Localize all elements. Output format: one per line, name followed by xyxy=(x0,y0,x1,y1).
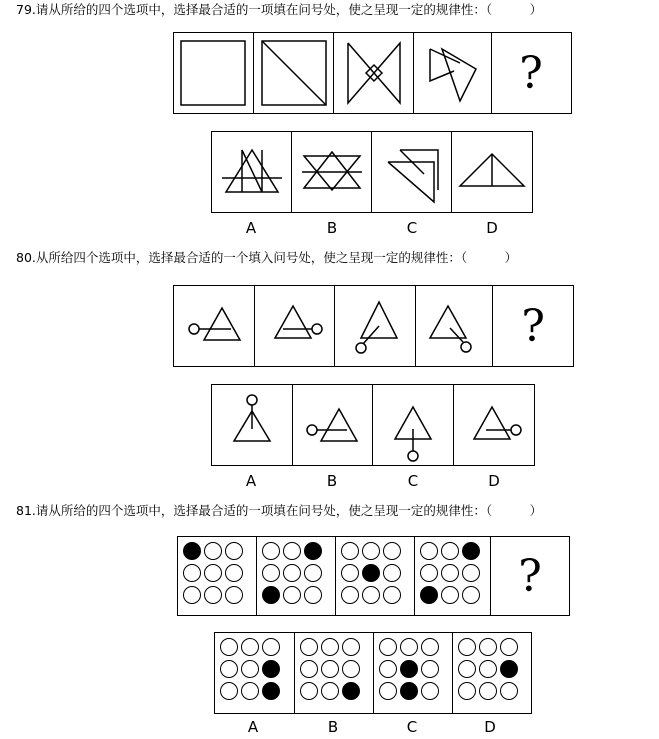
empty-circle-icon xyxy=(441,586,459,604)
q80-options xyxy=(211,384,535,466)
empty-circle-icon xyxy=(400,638,418,656)
q80-figure-1 xyxy=(174,286,255,366)
empty-circle-icon xyxy=(421,660,439,678)
q81-figure-2 xyxy=(257,537,336,615)
empty-circle-icon xyxy=(341,564,359,582)
empty-circle-icon xyxy=(262,564,280,582)
empty-circle-icon xyxy=(379,660,397,678)
empty-circle-icon xyxy=(204,586,222,604)
empty-circle-icon xyxy=(500,682,518,700)
empty-circle-icon xyxy=(362,586,380,604)
empty-circle-icon xyxy=(204,564,222,582)
q80-option-b-label[interactable]: B xyxy=(326,472,338,490)
filled-circle-icon xyxy=(262,586,280,604)
q81-option-b-label[interactable]: B xyxy=(327,718,339,736)
q80-figure-3 xyxy=(335,286,416,366)
circle-grid xyxy=(419,541,482,607)
empty-circle-icon xyxy=(479,660,497,678)
empty-circle-icon xyxy=(441,542,459,560)
empty-circle-icon xyxy=(342,638,360,656)
filled-circle-icon xyxy=(262,682,280,700)
empty-circle-icon xyxy=(421,682,439,700)
question-mark: ? xyxy=(521,300,545,352)
empty-circle-icon xyxy=(204,542,222,560)
filled-circle-icon xyxy=(362,564,380,582)
empty-circle-icon xyxy=(341,542,359,560)
q80-question-cell xyxy=(493,286,573,366)
empty-circle-icon xyxy=(458,638,476,656)
empty-circle-icon xyxy=(379,682,397,700)
q80-option-a-label[interactable]: A xyxy=(245,472,257,490)
q80-figure-2 xyxy=(255,286,336,366)
q81-option-b-figure[interactable] xyxy=(295,633,374,713)
filled-circle-icon xyxy=(183,542,201,560)
q79-figure-1 xyxy=(174,33,254,113)
q81-option-a-label[interactable]: A xyxy=(247,718,259,736)
q80-option-c-figure[interactable] xyxy=(373,385,454,465)
question-79-text: 79.请从所给的四个选项中，选择最合适的一项填在问号处，使之呈现一定的规律性：（ ） xyxy=(16,2,543,17)
q81-option-c-label[interactable]: C xyxy=(406,718,418,736)
empty-circle-icon xyxy=(283,586,301,604)
q79-option-a-figure[interactable] xyxy=(212,132,292,212)
q79-figure-4 xyxy=(414,33,492,113)
circle-grid xyxy=(261,541,324,607)
empty-circle-icon xyxy=(300,660,318,678)
q81-figure-4 xyxy=(415,537,491,615)
empty-circle-icon xyxy=(420,564,438,582)
q79-options xyxy=(211,131,533,213)
empty-circle-icon xyxy=(420,542,438,560)
q79-sequence xyxy=(173,32,572,114)
empty-circle-icon xyxy=(462,564,480,582)
empty-circle-icon xyxy=(304,564,322,582)
circle-grid xyxy=(299,637,362,703)
q80-option-d-figure[interactable] xyxy=(454,385,535,465)
empty-circle-icon xyxy=(220,638,238,656)
empty-circle-icon xyxy=(220,660,238,678)
q81-option-a-figure[interactable] xyxy=(215,633,295,713)
circle-grid xyxy=(182,541,245,607)
empty-circle-icon xyxy=(342,660,360,678)
q79-figure-2 xyxy=(254,33,334,113)
empty-circle-icon xyxy=(383,542,401,560)
empty-circle-icon xyxy=(241,660,259,678)
empty-circle-icon xyxy=(225,586,243,604)
empty-circle-icon xyxy=(283,564,301,582)
q81-options xyxy=(214,632,532,714)
q81-sequence xyxy=(177,536,570,616)
empty-circle-icon xyxy=(225,564,243,582)
q81-figure-1 xyxy=(178,537,257,615)
empty-circle-icon xyxy=(321,682,339,700)
empty-circle-icon xyxy=(441,564,459,582)
empty-circle-icon xyxy=(479,682,497,700)
q79-option-d-label[interactable]: D xyxy=(486,219,498,237)
filled-circle-icon xyxy=(420,586,438,604)
question-81-text: 81.请从所给的四个选项中，选择最合适的一项填在问号处，使之呈现一定的规律性：（ ） xyxy=(16,503,543,518)
empty-circle-icon xyxy=(458,660,476,678)
circle-grid xyxy=(457,637,520,703)
empty-circle-icon xyxy=(300,682,318,700)
empty-circle-icon xyxy=(383,586,401,604)
empty-circle-icon xyxy=(283,542,301,560)
filled-circle-icon xyxy=(342,682,360,700)
empty-circle-icon xyxy=(262,638,280,656)
empty-circle-icon xyxy=(462,586,480,604)
q79-option-b-label[interactable]: B xyxy=(326,219,338,237)
q80-option-d-label[interactable]: D xyxy=(488,472,500,490)
q79-option-b-figure[interactable] xyxy=(292,132,372,212)
q80-option-a-figure[interactable] xyxy=(212,385,293,465)
empty-circle-icon xyxy=(500,638,518,656)
empty-circle-icon xyxy=(458,682,476,700)
q79-option-d-figure[interactable] xyxy=(452,132,532,212)
q81-question-cell xyxy=(491,537,569,615)
q80-sequence xyxy=(173,285,574,367)
empty-circle-icon xyxy=(304,586,322,604)
filled-circle-icon xyxy=(262,660,280,678)
q79-question-cell xyxy=(492,33,570,113)
filled-circle-icon xyxy=(304,542,322,560)
empty-circle-icon xyxy=(321,660,339,678)
q80-figure-4 xyxy=(416,286,494,366)
q80-option-c-label[interactable]: C xyxy=(407,472,419,490)
empty-circle-icon xyxy=(241,682,259,700)
empty-circle-icon xyxy=(321,638,339,656)
empty-circle-icon xyxy=(225,542,243,560)
circle-grid xyxy=(340,541,403,607)
question-mark: ? xyxy=(518,550,542,602)
empty-circle-icon xyxy=(183,586,201,604)
empty-circle-icon xyxy=(421,638,439,656)
empty-circle-icon xyxy=(262,542,280,560)
filled-circle-icon xyxy=(500,660,518,678)
empty-circle-icon xyxy=(183,564,201,582)
empty-circle-icon xyxy=(341,586,359,604)
q79-figure-3 xyxy=(334,33,414,113)
empty-circle-icon xyxy=(479,638,497,656)
empty-circle-icon xyxy=(241,638,259,656)
q79-option-c-figure[interactable] xyxy=(372,132,452,212)
filled-circle-icon xyxy=(400,682,418,700)
filled-circle-icon xyxy=(462,542,480,560)
q81-figure-3 xyxy=(336,537,415,615)
circle-grid xyxy=(378,637,441,703)
empty-circle-icon xyxy=(220,682,238,700)
q80-option-b-figure[interactable] xyxy=(293,385,374,465)
filled-circle-icon xyxy=(400,660,418,678)
question-mark: ? xyxy=(519,47,543,99)
circle-grid xyxy=(219,637,282,703)
q81-option-d-figure[interactable] xyxy=(453,633,530,713)
q81-option-d-label[interactable]: D xyxy=(484,718,496,736)
q79-option-a-label[interactable]: A xyxy=(245,219,257,237)
q81-option-c-figure[interactable] xyxy=(374,633,453,713)
q79-option-c-label[interactable]: C xyxy=(406,219,418,237)
empty-circle-icon xyxy=(383,564,401,582)
empty-circle-icon xyxy=(362,542,380,560)
question-80-text: 80.从所给四个选项中，选择最合适的一个填入问号处，使之呈现一定的规律性：（ ） xyxy=(16,250,518,265)
empty-circle-icon xyxy=(379,638,397,656)
empty-circle-icon xyxy=(300,638,318,656)
